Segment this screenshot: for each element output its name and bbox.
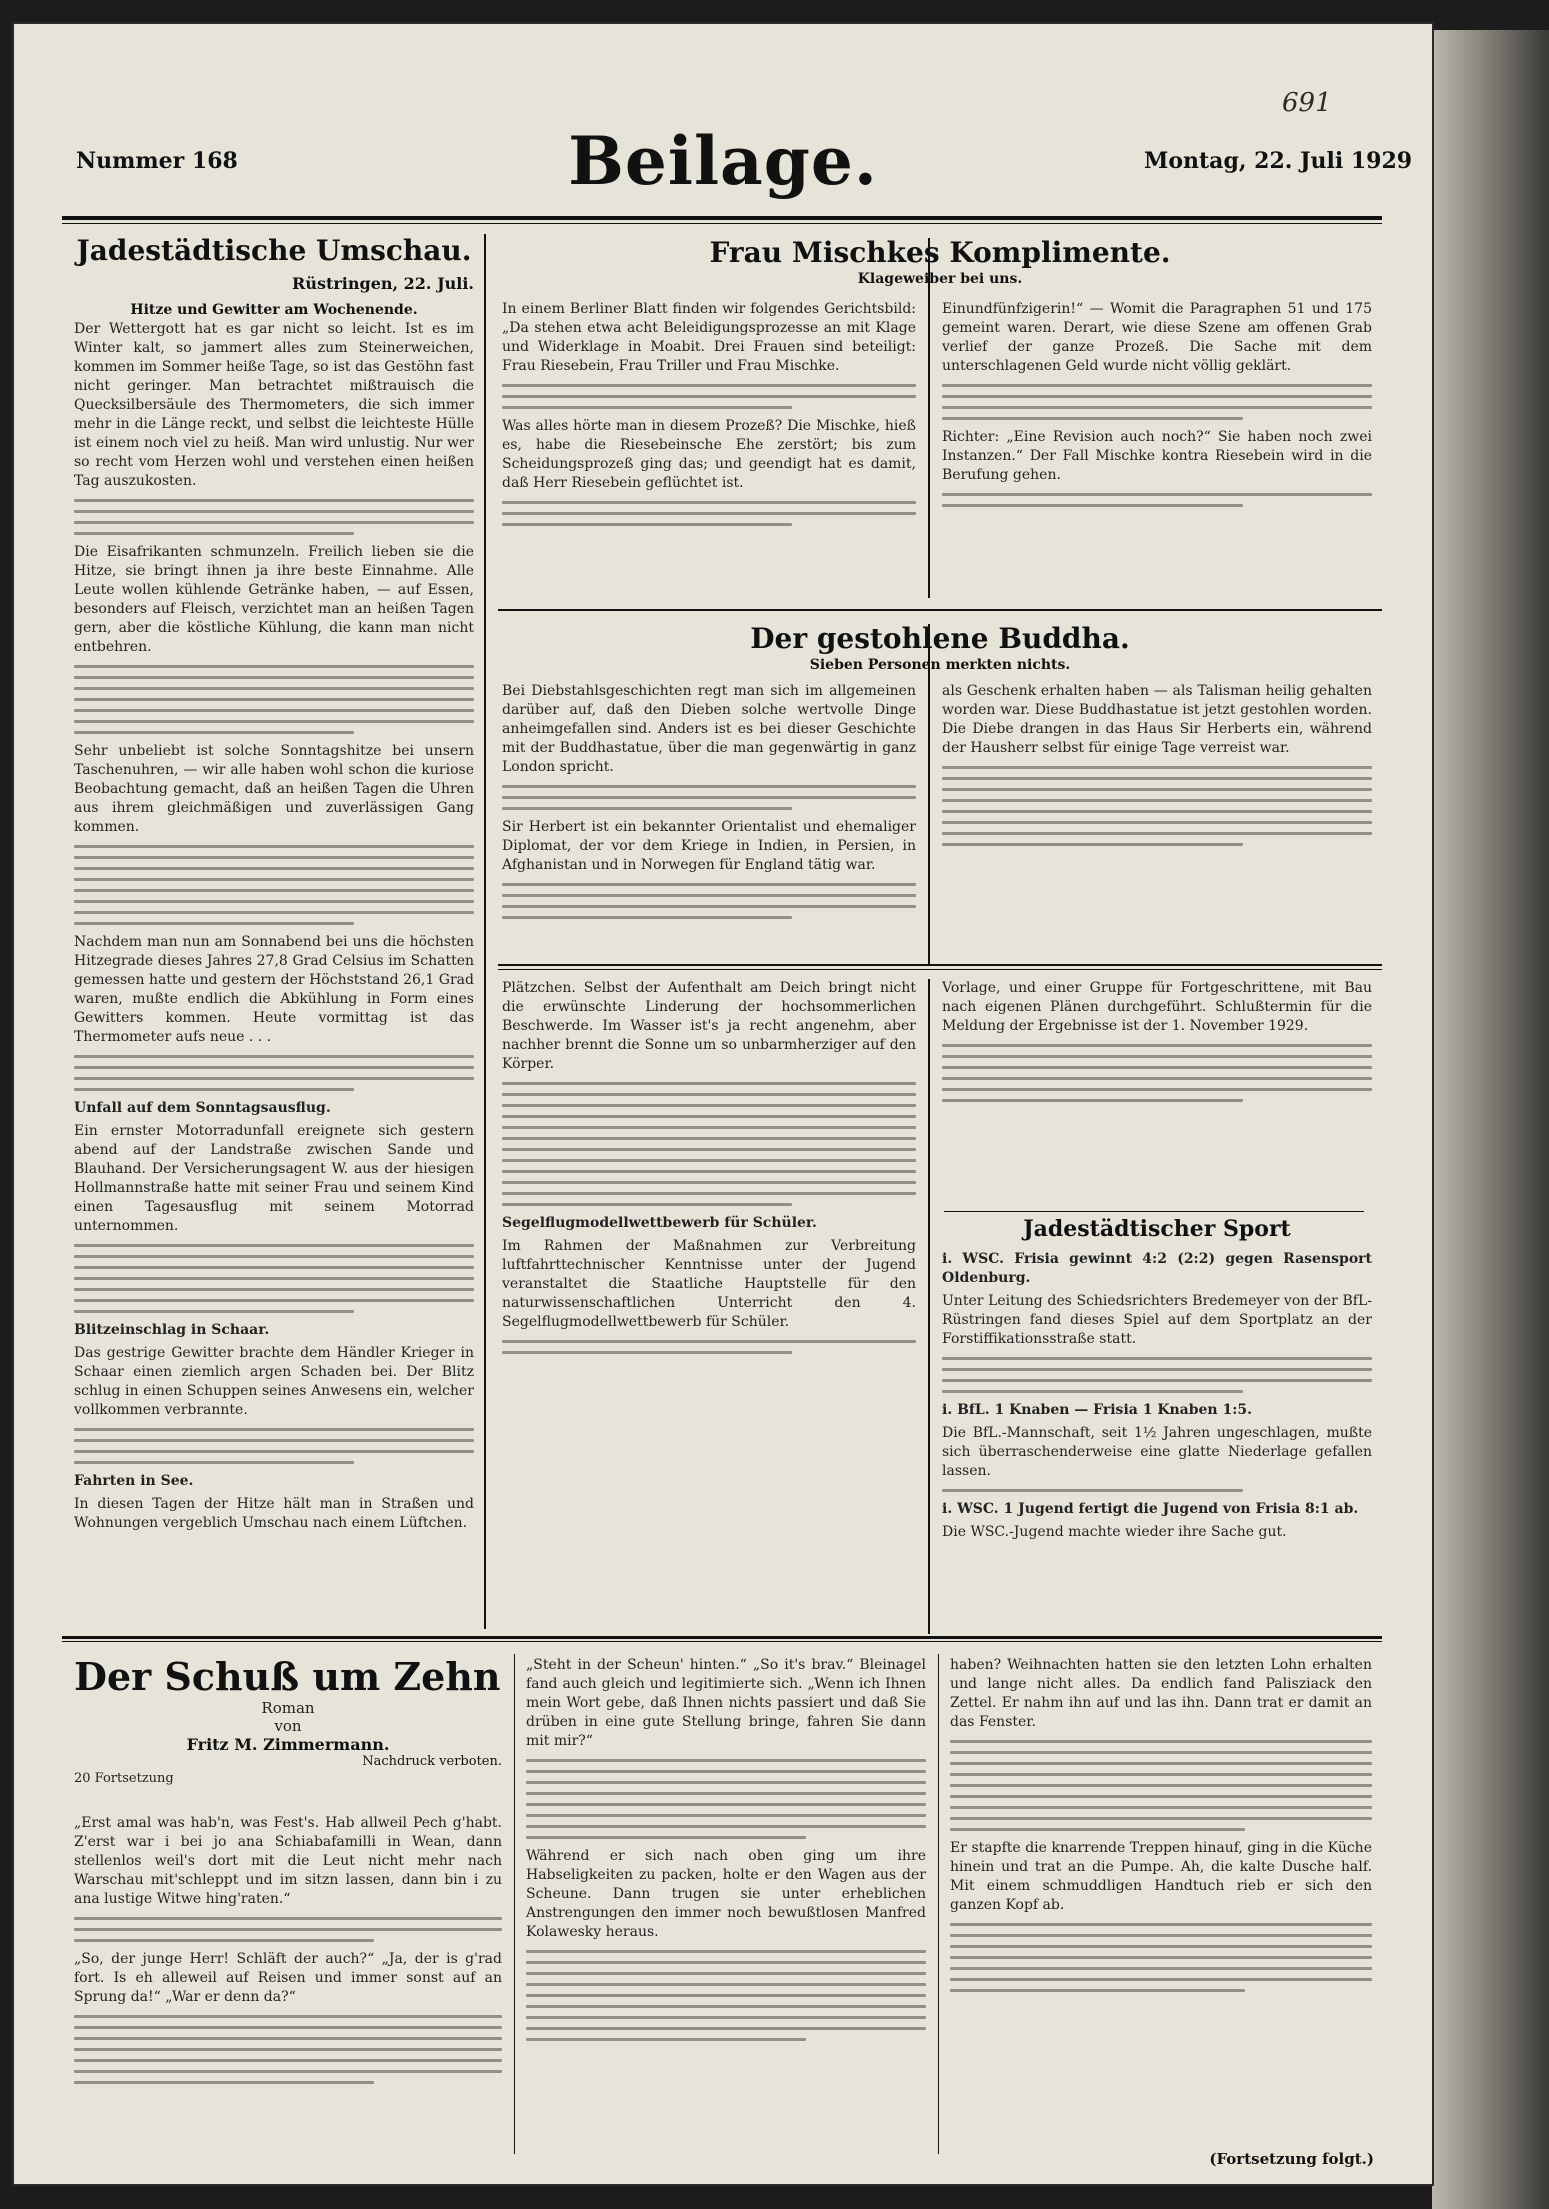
column-rule-left: [484, 234, 486, 1629]
column-rule-mid: [928, 979, 930, 1634]
umschau-paragraph: Die Eisafrikanten schmunzeln. Freilich lieben sie die Hitze, sie bringt ihnen ja ihre beste Einnahme. Alle Leute wollen kühlende Getränke haben, — auf Essen, besonders auf Fleisch, verzichtet man an heißen Tagen gern, aber die köstliche Kühlung, die kann man nicht entbehren.: [74, 544, 474, 655]
serial-column-2: [526, 1656, 926, 2176]
umschau-dateline: Rüstringen, 22. Juli.: [292, 274, 474, 293]
buddha-text: als Geschenk erhalten haben — als Talisman heilig gehalten worden war. Diese Buddhastatue ist jetzt gestohlen worden. Die Diebe drangen in das Haus Sir Herberts ein, während der Hausherr selbst für einige Tage verreist war.: [942, 683, 1372, 756]
masthead-rule-thin: [62, 223, 1382, 224]
serial-continued: (Fortsetzung folgt.): [1209, 2150, 1374, 2168]
adjacent-page-edge: [1432, 30, 1549, 2209]
mischke-column-2: [942, 300, 1372, 600]
rule-above-serial: [62, 1636, 1382, 1639]
mischke-text: Einundfünfzigerin!“ — Womit die Paragraphen 51 und 175 gemeint waren. Derart, wie diese Szene am offenen Grab verlief der ganze Prozeß. Die Sache mit dem unterschlagenen Geld wurde nicht völlig geklärt.: [942, 301, 1372, 374]
column-rule-mischke: [928, 238, 930, 598]
serial-text: haben? Weihnachten hatten sie den letzten Lohn erhalten und lange nicht alles. Da endlich fand Palisziack den Zettel. Er nahm ihn auf und las ihn. Dann trat er damit an das Fenster.: [950, 1657, 1372, 1730]
sport-result: i. BfL. 1 Knaben — Frisia 1 Knaben 1:5.: [942, 1402, 1253, 1418]
serial-installment: 20 Fortsetzung: [74, 1771, 174, 1786]
serial-text: Er stapfte die knarrende Treppen hinauf, ging in die Küche hinein und trat an die Pumpe. Ah, die kalte Dusche half. Mit einem schmuddligen Handtuch rieb er sich den ganzen Kopf ab.: [950, 1840, 1372, 1913]
rule-below-buddha-thin: [498, 969, 1382, 970]
mischke-text: In einem Berliner Blatt finden wir folgendes Gerichtsbild: „Da stehen etwa acht Beleidigungsprozesse an mit Klage und Widerklage in Moabit. Drei Frauen sind beteiligt: Frau Riesebein, Frau Triller und Frau Mischke.: [502, 301, 916, 374]
serial-von: von: [274, 1717, 302, 1735]
mischke-text: Richter: „Eine Revision auch noch?“ Sie haben noch zwei Instanzen.“ Der Fall Mischke kontra Riesebein wird in die Berufung gehen.: [942, 429, 1372, 483]
umschau-heading: Jadestädtische Umschau.: [76, 234, 472, 267]
segelflug-text-continued: Vorlage, und einer Gruppe für Fortgeschrittene, mit Bau nach eigenen Plänen durchgeführt. Schlußtermin für die Meldung der Ergebnisse ist der 1. November 1929.: [942, 980, 1372, 1034]
buddha-column-2: [942, 682, 1372, 957]
sport-heading: Jadestädtischer Sport: [1023, 1216, 1291, 1242]
column-rule-serial-1: [514, 1654, 515, 2154]
unfall-text: Ein ernster Motorradunfall ereignete sich gestern abend auf der Landstraße zwischen Sande und Blauhand. Der Versicherungsagent W. aus der hiesigen Hollmannstraße hatte mit seiner Frau und seinem Kind einen Tagesausflug mit seinem Motorrad unternommen.: [74, 1123, 474, 1234]
masthead-rule: [62, 216, 1382, 220]
mischke-heading: Frau Mischkes Komplimente.: [709, 236, 1171, 269]
fahrten-text: In diesen Tagen der Hitze hält man in Straßen und Wohnungen vergeblich Umschau nach einem Lüftchen.: [74, 1496, 474, 1531]
serial-text: Während er sich nach oben ging um ihre Habseligkeiten zu packen, holte er den Wagen aus der Scheune. Dann trugen sie unter erheblichen Anstrengungen den immer noch bewußtlosen Manfred Kolawesky heraus.: [526, 1848, 926, 1940]
sport-result: i. WSC. Frisia gewinnt 4:2 (2:2) gegen Rasensport Oldenburg.: [942, 1251, 1372, 1286]
blitz-text: Das gestrige Gewitter brachte dem Händler Krieger in Schaar einen ziemlich argen Schaden bei. Der Blitz schlug in einen Schuppen seines Anwesens ein, welcher vollkommen verbrannte.: [74, 1345, 474, 1418]
column-rule-buddha: [928, 624, 930, 964]
masthead-title: Beilage.: [568, 122, 878, 200]
column-rule-serial-2: [938, 1654, 939, 2154]
mid-column-2: [942, 979, 1372, 1209]
serial-text: „Steht in der Scheun' hinten.“ „So it's brav.“ Bleinagel fand auch gleich und legitimierte sich. „Wenn ich Ihnen mein Wort gebe, daß Ihnen nichts passiert und daß Sie drüben in eine gute Stellung bringe, fahren Sie dann mit mir?“: [526, 1657, 926, 1749]
serial-column-1: [74, 1814, 502, 2174]
umschau-paragraph: Der Wettergott hat es gar nicht so leicht. Ist es im Winter kalt, so jammert alles zum Steinerweichen, kommen im Sommer heiße Tage, so ist das Gestöhn fast nicht geringer. Man betrachtet mißtrauisch die Quecksilbersäule des Thermometers, die sich immer mehr in die Länge reckt, und selbst die leichteste Hülle ist einem noch viel zu heiß. Man wird unlustig. Nur wer so recht vom Herzen wohl und verstehen einen heißen Tag auszukosten.: [74, 321, 474, 489]
mischke-subhead: Klageweiber bei uns.: [857, 271, 1023, 287]
umschau-paragraph: Sehr unbeliebt ist solche Sonntagshitze bei unsern Taschenuhren, — wir alle haben wohl schon die kuriose Beobachtung gemacht, daß an heißen Tagen die Uhren aus ihrem gleichmäßigen und zuverlässigen Gang kommen.: [74, 743, 474, 835]
serial-author: Fritz M. Zimmermann.: [186, 1735, 390, 1754]
rule-above-buddha: [498, 609, 1382, 611]
buddha-heading: Der gestohlene Buddha.: [750, 622, 1130, 655]
serial-column-3: [950, 1656, 1372, 2146]
sport-column: [942, 1250, 1372, 1630]
sport-text: Die WSC.-Jugend machte wieder ihre Sache gut.: [942, 1524, 1287, 1540]
folio-number: 691: [1282, 88, 1332, 118]
rule-above-serial-thin: [62, 1641, 1382, 1642]
mid-column-1: [502, 979, 916, 1629]
issue-number: Nummer 168: [76, 148, 238, 174]
serial-genre: Roman: [261, 1699, 315, 1717]
umschau-subhead: Hitze und Gewitter am Wochenende.: [130, 302, 418, 318]
fahrten-heading: Fahrten in See.: [74, 1473, 194, 1489]
umschau-paragraph: Nachdem man nun am Sonnabend bei uns die höchsten Hitzegrade dieses Jahres 27,8 Grad Celsius im Schatten gemessen hatte und gestern der Höchststand 26,1 Grad waren, mußte endlich die Abkühlung in Form eines Gewitters kommen. Heute vormittag ist das Thermometer aufs neue . . .: [74, 934, 474, 1045]
mischke-column-1: [502, 300, 916, 600]
serial-text: „So, der junge Herr! Schläft der auch?“ „Ja, der is g'rad fort. Is eh alleweil auf Reisen und immer sonst auf an Sprung da!“ „War er denn da?“: [74, 1951, 502, 2005]
buddha-header: [498, 622, 1382, 673]
newspaper-page: [14, 24, 1432, 2184]
buddha-text: Bei Diebstahlsgeschichten regt man sich im allgemeinen darüber auf, daß den Dieben solche wertvolle Dinge anheimgefallen sind. Anders ist es bei dieser Geschichte mit der Buddhastatue, über die man gegenwärtig in ganz London spricht.: [502, 683, 916, 775]
sport-header: [942, 1216, 1372, 1242]
serial-text: „Erst amal was hab'n, was Fest's. Hab allweil Pech g'habt. Z'erst war i bei jo ana Schiabafamilli in Wean, dann stellenlos weil's dort mit die Leut nicht mehr nach Warschau mit'schleppt und im sitzn lassen, dann bin i zu ana lustige Witwe hing'raten.“: [74, 1815, 502, 1907]
serial-notice: Nachdruck verboten.: [362, 1754, 502, 1769]
unfall-heading: Unfall auf dem Sonntagsausflug.: [74, 1100, 331, 1116]
segelflug-text: Im Rahmen der Maßnahmen zur Verbreitung luftfahrttechnischer Kenntnisse unter der Jugend veranstaltet die Staatliche Hauptstelle für den naturwissenschaftlichen Unterricht den 4. Segelflugmodellwettbewerb für Schüler.: [502, 1238, 916, 1330]
deich-text: Plätzchen. Selbst der Aufenthalt am Deich bringt nicht die erwünschte Linderung der hochsommerlichen Beschwerde. Im Wasser ist's ja recht angenehm, aber nachher brennt die Sonne um so unbarmherziger auf den Körper.: [502, 980, 916, 1072]
left-column-header: [74, 234, 474, 267]
mischke-header: [498, 236, 1382, 287]
rule-below-buddha: [498, 964, 1382, 966]
issue-date: Montag, 22. Juli 1929: [1144, 148, 1413, 174]
buddha-text: Sir Herbert ist ein bekannter Orientalist und ehemaliger Diplomat, der vor dem Kriege in Indien, in Persien, in Afghanistan und in Norwegen für England tätig war.: [502, 819, 916, 873]
umschau-body-lines: [74, 499, 474, 535]
segelflug-heading: Segelflugmodellwettbewerb für Schüler.: [502, 1215, 817, 1231]
buddha-column-1: [502, 682, 916, 957]
mischke-text: Was alles hörte man in diesem Prozeß? Die Mischke, hieß es, habe die Riesebeinsche Ehe zerstört; bis zum Scheidungsprozeß ging das; und geendigt hat es damit, daß Herr Riesebein geflüchtet ist.: [502, 418, 916, 491]
rule-above-sport: [944, 1211, 1364, 1212]
sport-text: Unter Leitung des Schiedsrichters Bredemeyer von der BfL-Rüstringen fand dieses Spiel auf dem Sportplatz an der Forstiffikationsstraße statt.: [942, 1293, 1372, 1347]
serial-header: [74, 1654, 502, 1792]
left-column-text: [74, 320, 474, 1625]
sport-result: i. WSC. 1 Jugend fertigt die Jugend von Frisia 8:1 ab.: [942, 1501, 1359, 1517]
sport-text: Die BfL.-Mannschaft, seit 1½ Jahren ungeschlagen, mußte sich überraschenderweise eine glatte Niederlage gefallen lassen.: [942, 1425, 1372, 1479]
blitz-heading: Blitzeinschlag in Schaar.: [74, 1322, 270, 1338]
buddha-subhead: Sieben Personen merkten nichts.: [809, 657, 1071, 673]
serial-title: Der Schuß um Zehn: [74, 1654, 501, 1699]
